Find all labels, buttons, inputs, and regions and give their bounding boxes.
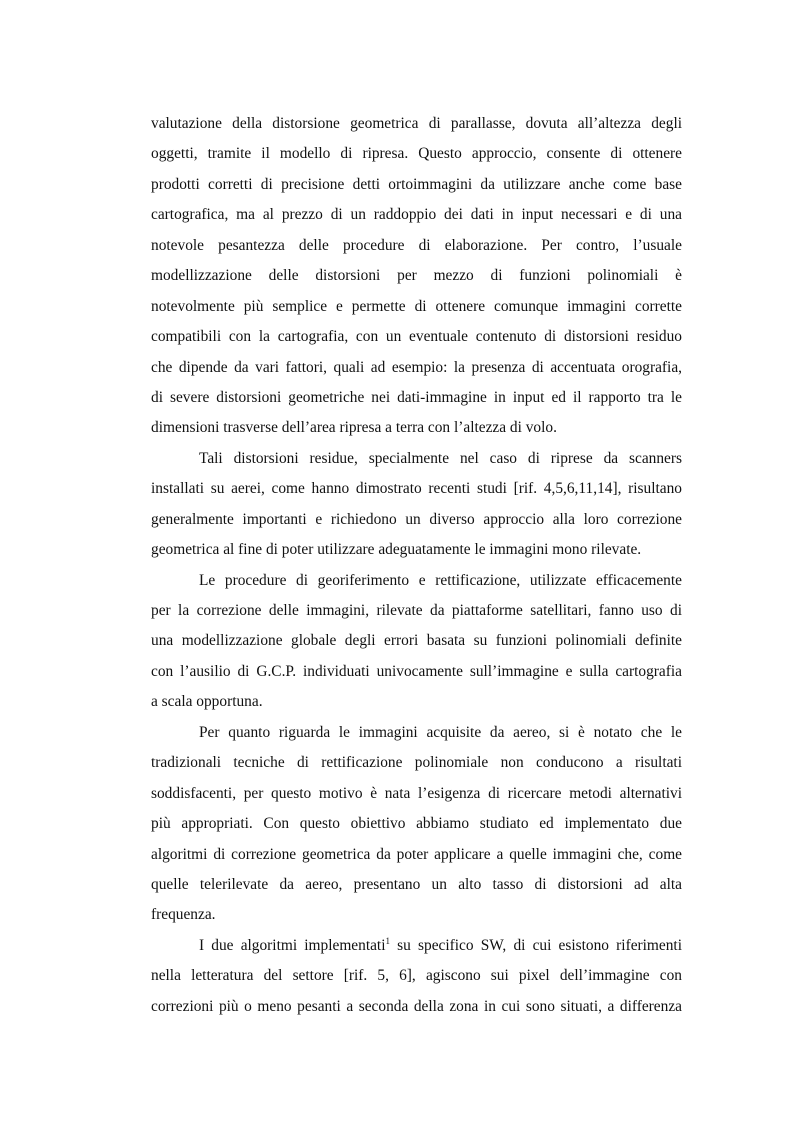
footnote-reference[interactable]: 1 bbox=[385, 935, 390, 946]
paragraph-1 bbox=[151, 109, 682, 444]
text-segment: I due algoritmi implementati bbox=[199, 936, 386, 954]
text-line: notevole pesantezza delle procedure di elaborazione. Per contro, l’usuale bbox=[151, 236, 682, 254]
paragraph-4 bbox=[151, 718, 682, 931]
paragraph-2 bbox=[151, 444, 682, 566]
text-line: soddisfacenti, per questo motivo è nata l’esigenza di ricercare metodi alternativi bbox=[151, 784, 682, 802]
text-line: algoritmi di correzione geometrica da poter applicare a quelle immagini che, come bbox=[151, 845, 682, 863]
text-line: nella letteratura del settore [rif. 5, 6], agiscono sui pixel dell’immagine con bbox=[151, 967, 682, 985]
text-line: valutazione della distorsione geometrica di parallasse, dovuta all’altezza degli bbox=[151, 115, 682, 132]
text-line: quelle telerilevate da aereo, presentano un alto tasso di distorsioni ad alta bbox=[151, 875, 682, 893]
text-line: con l’ausilio di G.C.P. individuati univocamente sull’immagine e sulla cartografia bbox=[151, 662, 682, 680]
text-line: correzioni più o meno pesanti a seconda della zona in cui sono situati, a differenza bbox=[151, 997, 682, 1015]
text-line: compatibili con la cartografia, con un eventuale contenuto di distorsioni residuo bbox=[151, 328, 682, 346]
text-line bbox=[151, 931, 682, 961]
text-line: Le procedure di georiferimento e rettificazione, utilizzate efficacemente bbox=[199, 571, 682, 589]
text-line: Per quanto riguarda le immagini acquisite da aereo, si è notato che le bbox=[199, 723, 682, 741]
text-line: Tali distorsioni residue, specialmente nel caso di riprese da scanners bbox=[199, 449, 682, 467]
text-line: tradizionali tecniche di rettificazione polinomiale non conducono a risultati bbox=[151, 754, 682, 772]
paragraph-3 bbox=[151, 566, 682, 718]
text-line: una modellizzazione globale degli errori basata su funzioni polinomiali definite bbox=[151, 632, 682, 650]
text-line: a scala opportuna. bbox=[151, 693, 263, 711]
text-line: prodotti corretti di precisione detti ortoimmagini da utilizzare anche come base bbox=[151, 175, 682, 193]
text-line: per la correzione delle immagini, rilevate da piattaforme satellitari, fanno uso di bbox=[151, 602, 682, 619]
paragraph-5 bbox=[151, 931, 682, 1022]
text-line: di severe distorsioni geometriche nei dati-immagine in input ed il rapporto tra le bbox=[151, 388, 682, 406]
text-line: generalmente importanti e richiedono un diverso approccio alla loro correzione bbox=[151, 510, 682, 528]
text-line: installati su aerei, come hanno dimostrato recenti studi [rif. 4,5,6,11,14], risultano bbox=[151, 480, 682, 498]
text-line: oggetti, tramite il modello di ripresa. Questo approccio, consente di ottenere bbox=[151, 145, 682, 163]
text-line: che dipende da vari fattori, quali ad esempio: la presenza di accentuata orografia, bbox=[151, 358, 682, 376]
text-line: notevolmente più semplice e permette di ottenere comunque immagini corrette bbox=[151, 297, 682, 315]
text-line: modellizzazione delle distorsioni per mezzo di funzioni polinomiali è bbox=[151, 267, 682, 285]
text-line: frequenza. bbox=[151, 906, 216, 924]
text-line: dimensioni trasverse dell’area ripresa a terra con l’altezza di volo. bbox=[151, 419, 557, 437]
text-segment: su specifico SW, di cui esistono riferimenti bbox=[390, 936, 682, 954]
text-line: cartografica, ma al prezzo di un raddoppio dei dati in input necessari e di una bbox=[151, 206, 682, 224]
text-line: più appropriati. Con questo obiettivo abbiamo studiato ed implementato due bbox=[151, 815, 682, 833]
body-text bbox=[151, 109, 682, 1022]
text-line: geometrica al fine di poter utilizzare adeguatamente le immagini mono rilevate. bbox=[151, 541, 642, 559]
